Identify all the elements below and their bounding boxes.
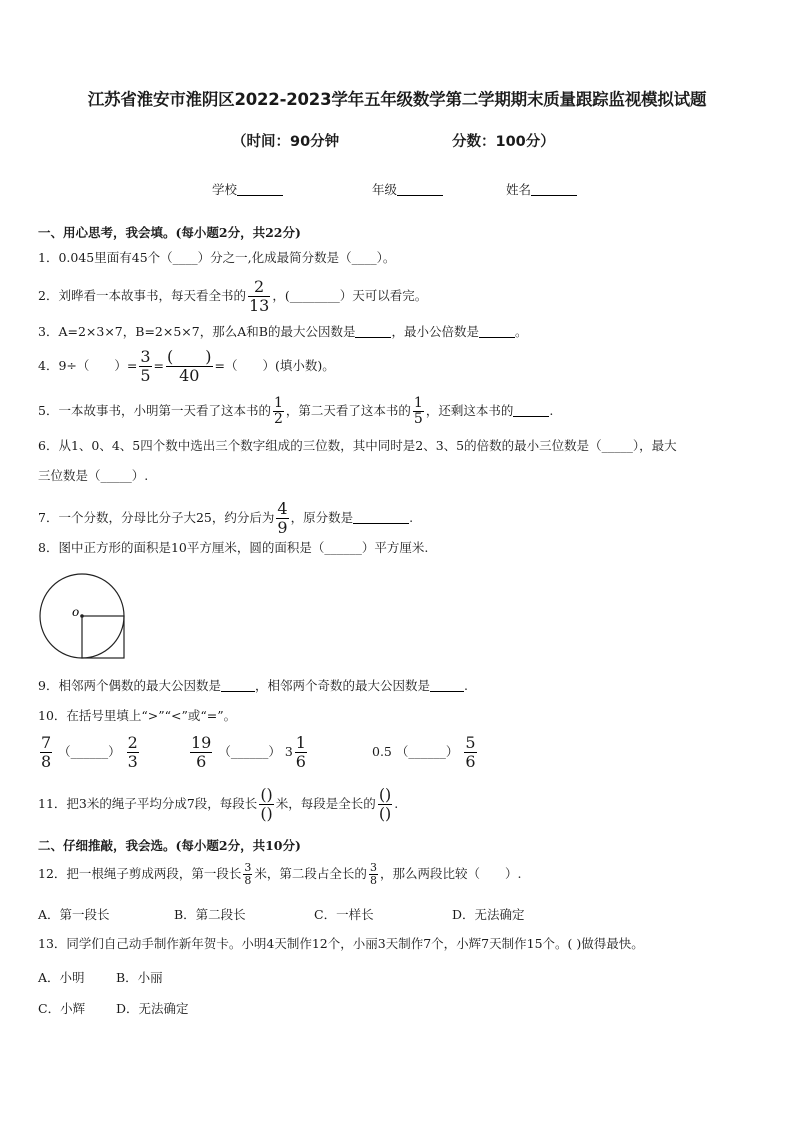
question-8: 8．图中正方形的面积是10平方厘米，圆的面积是（______）平方厘米. bbox=[38, 540, 429, 555]
q10-2-rd: 6 bbox=[295, 752, 306, 771]
q10-item-3 bbox=[372, 734, 479, 771]
q5-d1: 2 bbox=[273, 411, 283, 427]
name-label: 姓名 bbox=[506, 182, 532, 197]
q10-item-2 bbox=[188, 734, 309, 771]
q5-n1: 1 bbox=[273, 395, 283, 411]
q12-text-a: 12．把一根绳子剪成两段，第一段长 bbox=[38, 866, 242, 881]
grade-blank[interactable] bbox=[397, 183, 443, 196]
q4-eq: = bbox=[153, 358, 165, 373]
question-2 bbox=[38, 278, 427, 315]
q13-option-d[interactable]: D．无法确定 bbox=[116, 1001, 189, 1016]
q10-1-ln: 7 bbox=[41, 733, 52, 752]
school-blank[interactable] bbox=[237, 183, 283, 196]
question-12 bbox=[38, 862, 521, 887]
school-field[interactable] bbox=[212, 180, 283, 198]
q10-3-blank[interactable]: （______） bbox=[395, 744, 459, 759]
q5-n2: 1 bbox=[413, 395, 423, 411]
q4-fraction-1 bbox=[139, 348, 151, 385]
q10-2-ld: 6 bbox=[196, 752, 207, 771]
q2-text-b: ，(________）天可以看完。 bbox=[272, 288, 428, 303]
q13-option-b[interactable]: B．小丽 bbox=[116, 970, 163, 985]
q10-1-ld: 8 bbox=[41, 752, 52, 771]
q10-1-blank[interactable]: （______） bbox=[58, 744, 121, 759]
q5-text-b: ，第二天看了这本书的 bbox=[285, 403, 411, 418]
q10-3-right bbox=[464, 734, 476, 771]
question-11 bbox=[38, 786, 398, 823]
q3-text-a: 3．A=2×3×7，B=2×5×7，那么A和B的最大公因数是 bbox=[38, 324, 356, 339]
q9-text-a: 9．相邻两个偶数的最大公因数是 bbox=[38, 678, 221, 693]
q5-blank[interactable] bbox=[513, 403, 549, 417]
q9-blank-1[interactable] bbox=[221, 678, 255, 692]
q11-fraction-2[interactable] bbox=[378, 786, 392, 823]
q3-blank-1[interactable] bbox=[355, 324, 391, 338]
question-13: 13．同学们自己动手制作新年贺卡。小明4天制作12个，小丽3天制作7个，小辉7天制作15个。( )做得最快。 bbox=[38, 936, 644, 951]
q2-fraction bbox=[248, 278, 270, 315]
q10-1-left bbox=[40, 734, 52, 771]
q10-3-rd: 6 bbox=[465, 752, 476, 771]
q7-text-b: ，原分数是 bbox=[290, 510, 354, 525]
q7-text-a: 7．一个分数，分母比分子大25，约分后为 bbox=[38, 510, 275, 525]
question-7 bbox=[38, 500, 413, 537]
q12-n2: 3 bbox=[369, 861, 377, 874]
q10-2-whole: 3 bbox=[284, 744, 293, 759]
q4-num2: ( ) bbox=[167, 347, 212, 366]
q4-den: 5 bbox=[140, 366, 151, 385]
q12-option-c[interactable]: C．一样长 bbox=[314, 907, 374, 922]
figure-center-label: o bbox=[72, 605, 80, 619]
q11-n2: () bbox=[378, 785, 392, 804]
question-1: 1．0.045里面有45个（____）分之一,化成最简分数是（____）。 bbox=[38, 250, 396, 265]
q12-option-b[interactable]: B．第二段长 bbox=[174, 907, 246, 922]
q10-3-rn: 5 bbox=[465, 733, 476, 752]
q12-n1: 3 bbox=[244, 861, 252, 874]
section-2-heading: 二、仔细推敲，我会选。(每小题2分，共10分) bbox=[38, 838, 301, 853]
q11-text-a: 11．把3米的绳子平均分成7段，每段长 bbox=[38, 796, 258, 811]
q11-d1: () bbox=[260, 804, 273, 823]
q2-text-a: 2．刘晔看一本故事书，每天看全书的 bbox=[38, 288, 246, 303]
q5-text-d: . bbox=[549, 403, 554, 418]
exam-score: 分数：100分） bbox=[452, 134, 555, 150]
q12-text-b: 米，第二段占全长的 bbox=[254, 866, 367, 881]
q7-fraction bbox=[276, 500, 288, 537]
q7-text-c: . bbox=[409, 510, 414, 525]
q4-num: 3 bbox=[140, 347, 151, 366]
q12-d1: 8 bbox=[244, 874, 252, 887]
q4-text-a: 4．9÷（ ）= bbox=[38, 358, 138, 373]
q12-text-c: ，那么两段比较（ ）. bbox=[379, 866, 522, 881]
q7-den: 9 bbox=[277, 518, 288, 537]
q10-3-left: 0.5 bbox=[372, 744, 392, 759]
q12-fraction-2 bbox=[369, 862, 378, 887]
q10-2-rn: 1 bbox=[295, 733, 306, 752]
q9-text-b: ，相邻两个奇数的最大公因数是 bbox=[254, 678, 430, 693]
q3-text-c: 。 bbox=[514, 324, 528, 339]
q3-text-b: ，最小公倍数是 bbox=[391, 324, 479, 339]
q5-fraction-2 bbox=[413, 396, 424, 427]
q5-text-a: 5．一本故事书，小明第一天看了这本书的 bbox=[38, 403, 271, 418]
q10-1-rn: 2 bbox=[127, 733, 138, 752]
exam-title: 江苏省淮安市淮阴区2022-2023学年五年级数学第二学期期末质量跟踪监视模拟试题 bbox=[87, 90, 707, 109]
q5-fraction-1 bbox=[273, 396, 284, 427]
grade-label: 年级 bbox=[372, 182, 398, 197]
q12-fraction-1 bbox=[243, 862, 252, 887]
name-blank[interactable] bbox=[531, 183, 577, 196]
q5-text-c: ，还剩这本书的 bbox=[425, 403, 514, 418]
question-3 bbox=[38, 322, 527, 342]
q10-2-ln: 19 bbox=[191, 733, 212, 752]
q11-fraction-1[interactable] bbox=[259, 786, 273, 823]
q12-d2: 8 bbox=[369, 874, 377, 887]
q7-num: 4 bbox=[277, 499, 288, 518]
question-6-line-2: 三位数是（_____）. bbox=[38, 468, 149, 483]
q11-d2: () bbox=[378, 804, 392, 823]
q2-den: 13 bbox=[248, 296, 270, 315]
school-label: 学校 bbox=[212, 182, 238, 197]
question-4 bbox=[38, 348, 335, 385]
figure-center-point bbox=[80, 614, 84, 618]
q5-d2: 5 bbox=[413, 411, 423, 427]
question-9 bbox=[38, 676, 468, 696]
exam-time: （时间：90分钟 bbox=[232, 134, 340, 150]
name-field[interactable] bbox=[506, 180, 577, 198]
q9-blank-2[interactable] bbox=[430, 678, 464, 692]
grade-field[interactable] bbox=[372, 180, 443, 198]
q10-1-rd: 3 bbox=[127, 752, 138, 771]
question-10: 10．在括号里填上“>”“<”或“=”。 bbox=[38, 708, 237, 723]
q3-blank-2[interactable] bbox=[479, 324, 515, 338]
q12-option-a[interactable]: A．第一段长 bbox=[38, 907, 110, 922]
q13-option-a[interactable]: A．小明 bbox=[38, 970, 85, 985]
q4-text-b: =（ ）(填小数)。 bbox=[214, 358, 335, 373]
q2-num: 2 bbox=[248, 278, 270, 297]
q10-2-blank[interactable]: （______） bbox=[218, 744, 281, 759]
q4-den2: 40 bbox=[179, 366, 200, 385]
section-1-heading: 一、用心思考，我会填。(每小题2分，共22分) bbox=[38, 225, 301, 240]
q11-n1: () bbox=[260, 785, 273, 804]
q10-1-right bbox=[127, 734, 139, 771]
q11-text-b: 米，每段是全长的 bbox=[275, 796, 376, 811]
q4-fraction-2 bbox=[166, 348, 213, 385]
q10-2-left bbox=[190, 734, 212, 771]
q12-option-d[interactable]: D．无法确定 bbox=[452, 907, 525, 922]
q7-blank[interactable] bbox=[353, 510, 409, 524]
q13-option-c[interactable]: C．小辉 bbox=[38, 1001, 86, 1016]
q11-text-c: . bbox=[394, 796, 399, 811]
q10-2-right bbox=[295, 734, 307, 771]
q10-item-1 bbox=[38, 734, 141, 771]
question-5 bbox=[38, 396, 553, 427]
question-6-line-1: 6．从1、0、4、5四个数中选出三个数字组成的三位数，其中同时是2、3、5的倍数的最小三位数是（_____），最大 bbox=[38, 438, 677, 453]
q9-text-c: . bbox=[463, 678, 468, 693]
circle-square-figure bbox=[36, 572, 130, 664]
